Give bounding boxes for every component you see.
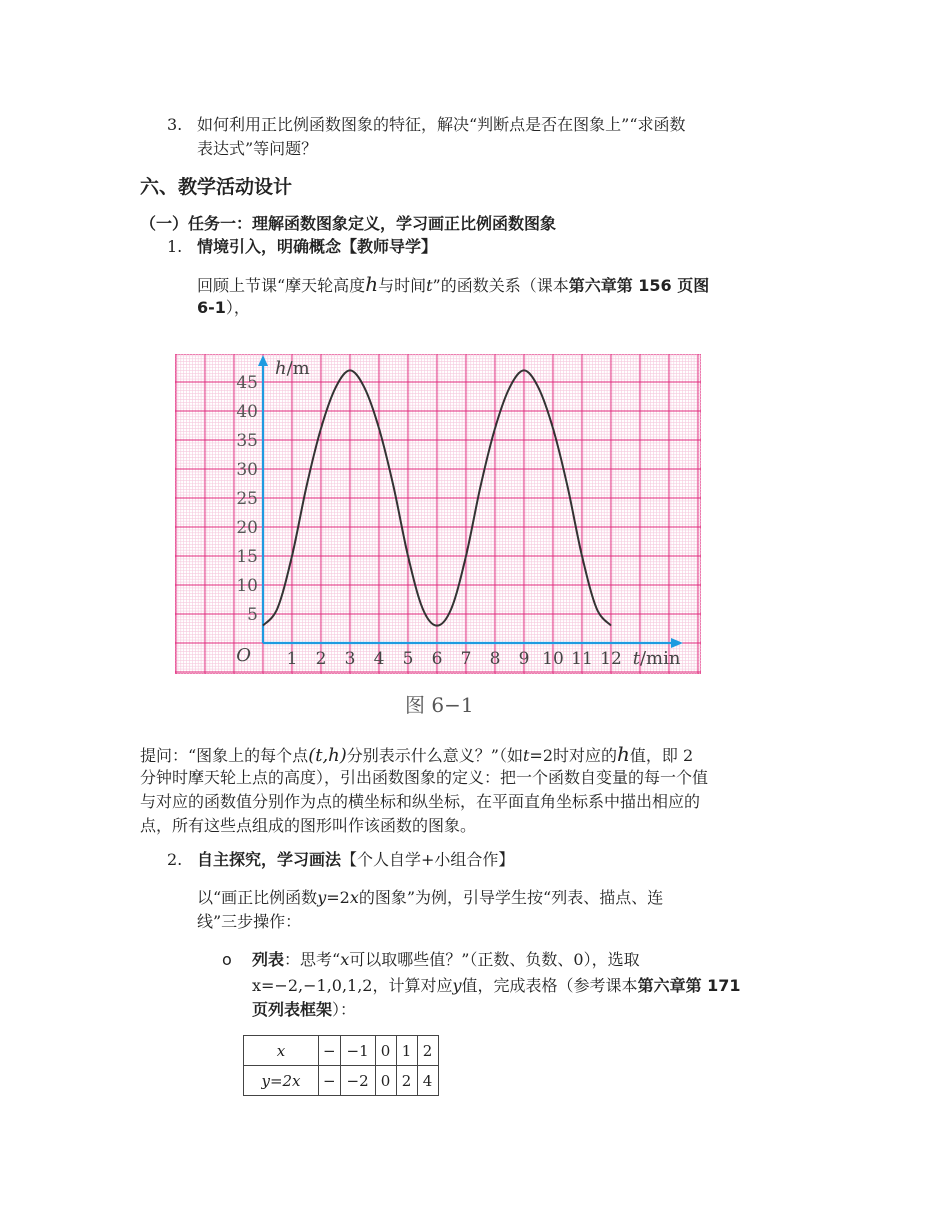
table-row — [244, 1036, 439, 1066]
x-tick-label: 3 — [344, 649, 356, 669]
var-x: x — [349, 888, 359, 907]
text-run: 分别表示什么意义？”（如 — [346, 746, 523, 765]
text-run: 提问：“图象上的每个点 — [140, 746, 309, 765]
bullet-line-3 — [252, 998, 356, 1022]
y-tick-label: 20 — [236, 518, 258, 538]
table-cell: 2 — [396, 1066, 417, 1096]
text-run: 与时间 — [378, 276, 427, 295]
list-number-2: 2. — [167, 850, 183, 869]
y-tick-label: 45 — [236, 373, 258, 393]
y-tick-label: 35 — [236, 431, 258, 451]
item-1-paragraph-line-1 — [197, 272, 709, 298]
table-cell: − — [319, 1036, 341, 1066]
text-run: ）： — [332, 1000, 357, 1019]
textbook-reference: 第六章第 156 页图 — [568, 276, 710, 295]
textbook-reference-figure: 6-1 — [197, 298, 226, 317]
x-tick-label: 11 — [571, 649, 593, 669]
var-y: y — [452, 976, 462, 995]
var-t: t — [522, 746, 530, 765]
x-tick-label: 8 — [489, 649, 501, 669]
question-3-line-1: 如何利用正比例函数图象的特征，解决“判断点是否在图象上”“求函数 — [197, 115, 686, 134]
figure-caption: 图 6−1 — [405, 693, 474, 717]
table-cell: −1 — [340, 1036, 375, 1066]
list-number-1: 1. — [167, 237, 183, 256]
question-line-1 — [140, 742, 693, 768]
section-heading: 六、教学活动设计 — [140, 176, 293, 198]
bullet-line-2 — [252, 974, 741, 998]
y-tick-label: 5 — [247, 605, 258, 625]
task-1-heading: （一）任务一：理解函数图象定义，学习画正比例函数图象 — [140, 214, 557, 233]
table-cell: − — [319, 1066, 341, 1096]
item-2-tag: 【个人自学+小组合作】 — [341, 850, 515, 869]
text-run: 回顾上节课“摩天轮高度 — [197, 276, 366, 295]
table-cell: y=2x — [244, 1066, 319, 1096]
x-tick-label: 6 — [431, 649, 443, 669]
y-tick-label: 30 — [236, 460, 258, 480]
value-table — [243, 1035, 439, 1096]
var-t: t — [426, 276, 433, 295]
question-line-2: 分钟时摩天轮上点的高度），引出函数图象的定义：把一个函数自变量的每一个值 — [140, 768, 709, 787]
text-run: =2 — [326, 888, 350, 907]
item-2-title: 自主探究，学习画法 — [197, 850, 342, 869]
question-line-3: 与对应的函数值分别作为点的横坐标和纵坐标，在平面直角坐标系中描出相应的 — [140, 792, 701, 811]
y-tick-label: 10 — [236, 576, 258, 596]
text-run: 的图象”为例，引导学生按“列表、描点、连 — [358, 888, 664, 907]
list-number-3: 3. — [167, 115, 183, 134]
x-tick-label: 4 — [373, 649, 385, 669]
item-2-heading — [197, 848, 514, 872]
item-2-paragraph-line-2: 线”三步操作： — [197, 912, 302, 931]
x-tick-label: 9 — [518, 649, 530, 669]
question-3-line-2: 表达式”等问题？ — [197, 139, 318, 158]
item-1-title: 情境引入，明确概念 — [197, 237, 342, 256]
textbook-reference: 页列表框架 — [252, 1000, 333, 1019]
bullet-line-1 — [252, 948, 640, 972]
item-2-paragraph-line-1 — [197, 886, 663, 910]
y-tick-label: 40 — [236, 402, 258, 422]
y-axis-label: h/m — [275, 358, 310, 379]
table-cell: 4 — [417, 1066, 438, 1096]
bullet-marker: o — [222, 950, 232, 969]
var-x: x — [340, 950, 350, 969]
text-run: x=−2,−1,0,1,2，计算对应 — [252, 976, 453, 995]
table-cell: −2 — [340, 1066, 375, 1096]
table-cell: 0 — [375, 1066, 396, 1096]
var-y: y — [317, 888, 327, 907]
text-run: ：思考“ — [284, 950, 341, 969]
item-1-heading — [197, 235, 437, 259]
x-tick-label: 2 — [315, 649, 327, 669]
text-run: 值，完成表格（参考课本 — [461, 976, 638, 995]
item-1-tag: 【教师导学】 — [341, 237, 438, 256]
table-cell: 0 — [375, 1036, 396, 1066]
y-tick-label: 15 — [236, 547, 258, 567]
text-run: ）， — [225, 298, 250, 317]
text-run: 可以取哪些值？”（正数、负数、0），选取 — [349, 950, 640, 969]
table-row — [244, 1066, 439, 1096]
x-tick-label: 1 — [286, 649, 298, 669]
figure-6-1 — [175, 354, 701, 678]
table-cell: 1 — [396, 1036, 417, 1066]
item-1-paragraph-line-2 — [197, 296, 250, 320]
x-axis-label: t/min — [632, 648, 681, 669]
origin-label: O — [236, 645, 251, 666]
x-tick-label: 7 — [460, 649, 472, 669]
textbook-reference: 第六章第 171 — [637, 976, 741, 995]
table-cell: x — [244, 1036, 319, 1066]
x-tick-label: 12 — [600, 649, 622, 669]
text-run: 值，即 2 — [629, 746, 694, 765]
bullet-label: 列表 — [252, 950, 285, 969]
var-h: h — [617, 742, 630, 766]
x-tick-label: 5 — [402, 649, 414, 669]
text-run: =2时对应的 — [529, 746, 617, 765]
ferris-wheel-height-chart — [175, 354, 701, 674]
text-run: ”的函数关系（课本 — [432, 276, 569, 295]
table-cell: 2 — [417, 1036, 438, 1066]
point-th: (t,h) — [308, 745, 347, 766]
question-line-4: 点，所有这些点组成的图形叫作该函数的图象。 — [140, 816, 477, 835]
y-tick-label: 25 — [236, 489, 258, 509]
var-h: h — [365, 272, 379, 296]
text-run: 以“画正比例函数 — [197, 888, 318, 907]
x-tick-label: 10 — [542, 649, 564, 669]
